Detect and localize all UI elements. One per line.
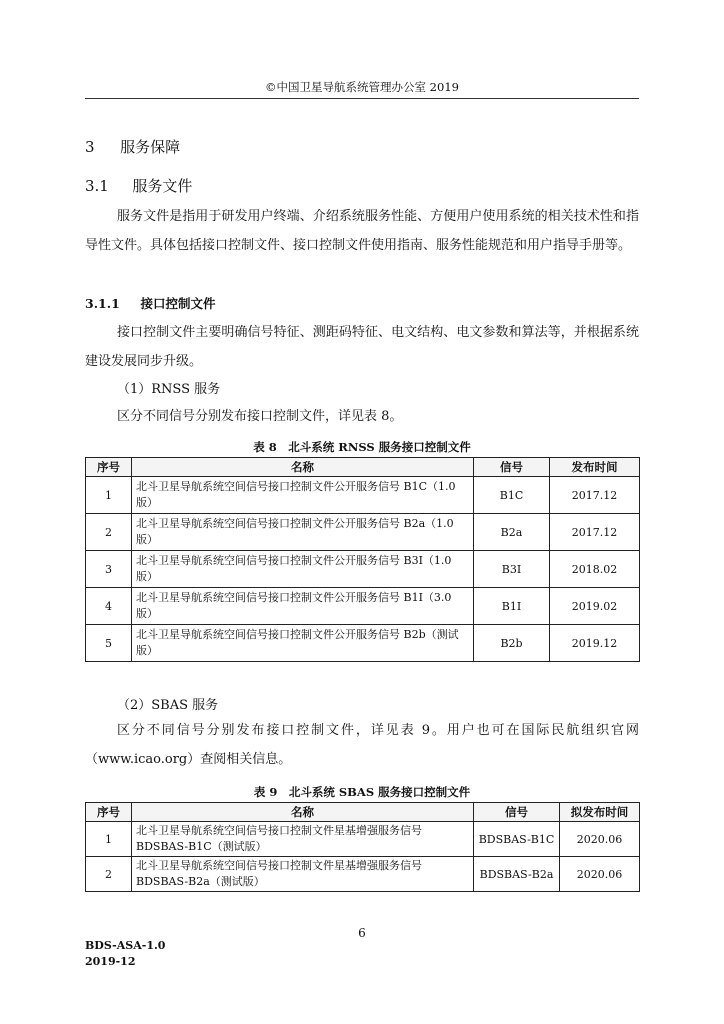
table8-caption: 表 8 北斗系统 RNSS 服务接口控制文件: [253, 440, 471, 454]
cell-signal: BDSBAS-B2a: [474, 857, 560, 892]
cell-no: 3: [86, 551, 132, 588]
cell-no: 1: [86, 477, 132, 514]
sbas-text: 区分不同信号分别发布接口控制文件，详见表 9。用户也可在国际民航组织官网（www.icao.org）查阅相关信息。: [85, 723, 639, 767]
table-row: [86, 477, 640, 514]
footer-date: 2019-12: [85, 955, 136, 968]
sbas-label: （2）SBAS 服务: [117, 698, 219, 713]
subsection-heading: [85, 175, 192, 196]
page-number: 6: [358, 926, 366, 940]
rnss-text: 区分不同信号分别发布接口控制文件，详见表 8。: [117, 409, 403, 424]
col-header-no: 序号: [86, 803, 132, 822]
table-header-row: [86, 458, 640, 477]
cell-name: 北斗卫星导航系统空间信号接口控制文件公开服务信号 B2b（测试版）: [132, 625, 474, 662]
table-row: [86, 625, 640, 662]
table-row: [86, 588, 640, 625]
col-header-name: 名称: [132, 458, 474, 477]
cell-date: 2018.02: [550, 551, 640, 588]
section-title: 服务保障: [120, 138, 181, 156]
table-row: [86, 822, 640, 857]
table-row: [86, 857, 640, 892]
cell-name: 北斗卫星导航系统空间信号接口控制文件公开服务信号 B1C（1.0 版）: [132, 477, 474, 514]
cell-signal: B3I: [474, 551, 550, 588]
cell-date: 2020.06: [560, 822, 640, 857]
col-header-no: 序号: [86, 458, 132, 477]
subsection-number: 3.1: [85, 177, 109, 195]
col-header-name: 名称: [132, 803, 474, 822]
col-header-signal: 信号: [474, 803, 560, 822]
rnss-label: （1）RNSS 服务: [117, 382, 221, 397]
cell-no: 5: [86, 625, 132, 662]
cell-no: 1: [86, 822, 132, 857]
subsection-title: 服务文件: [132, 177, 193, 195]
subsubsection-number: 3.1.1: [85, 296, 120, 311]
section-heading: [85, 136, 180, 157]
cell-signal: BDSBAS-B1C: [474, 822, 560, 857]
table-row: [86, 514, 640, 551]
cell-date: 2019.02: [550, 588, 640, 625]
cell-name: 北斗卫星导航系统空间信号接口控制文件公开服务信号 B3I（1.0 版）: [132, 551, 474, 588]
cell-name: 北斗卫星导航系统空间信号接口控制文件星基增强服务信号 BDSBAS-B2a（测试版）: [132, 857, 474, 892]
cell-date: 2020.06: [560, 857, 640, 892]
subsubsection-title: 接口控制文件: [140, 296, 216, 311]
cell-name: 北斗卫星导航系统空间信号接口控制文件公开服务信号 B2a（1.0 版）: [132, 514, 474, 551]
subsubsection-heading: [85, 294, 216, 312]
intro-paragraph: 服务文件是指用于研发用户终端、介绍系统服务性能、方便用户使用系统的相关技术性和指导性文件。具体包括接口控制文件、接口控制文件使用指南、服务性能规范和用户指导手册等。: [85, 209, 639, 253]
cell-signal: B2a: [474, 514, 550, 551]
footer-doc-id: BDS-ASA-1.0: [85, 939, 166, 952]
cell-date: 2017.12: [550, 477, 640, 514]
cell-signal: B1C: [474, 477, 550, 514]
col-header-signal: 信号: [474, 458, 550, 477]
cell-name: 北斗卫星导航系统空间信号接口控制文件公开服务信号 B1I（3.0 版）: [132, 588, 474, 625]
cell-date: 2019.12: [550, 625, 640, 662]
page-header: ©中国卫星导航系统管理办公室 2019: [265, 80, 459, 94]
cell-no: 2: [86, 514, 132, 551]
table9-caption: 表 9 北斗系统 SBAS 服务接口控制文件: [253, 785, 471, 799]
table-header-row: [86, 803, 640, 822]
table-row: [86, 551, 640, 588]
cell-name: 北斗卫星导航系统空间信号接口控制文件星基增强服务信号 BDSBAS-B1C（测试版）: [132, 822, 474, 857]
header-divider: [85, 98, 639, 99]
cell-no: 2: [86, 857, 132, 892]
cell-no: 4: [86, 588, 132, 625]
cell-signal: B2b: [474, 625, 550, 662]
col-header-date: 发布时间: [550, 458, 640, 477]
table9: [85, 802, 640, 892]
table8: [85, 457, 640, 662]
section-number: 3: [85, 138, 95, 156]
cell-date: 2017.12: [550, 514, 640, 551]
icd-paragraph: 接口控制文件主要明确信号特征、测距码特征、电文结构、电文参数和算法等，并根据系统建设发展同步升级。: [85, 325, 639, 369]
col-header-date: 拟发布时间: [560, 803, 640, 822]
cell-signal: B1I: [474, 588, 550, 625]
